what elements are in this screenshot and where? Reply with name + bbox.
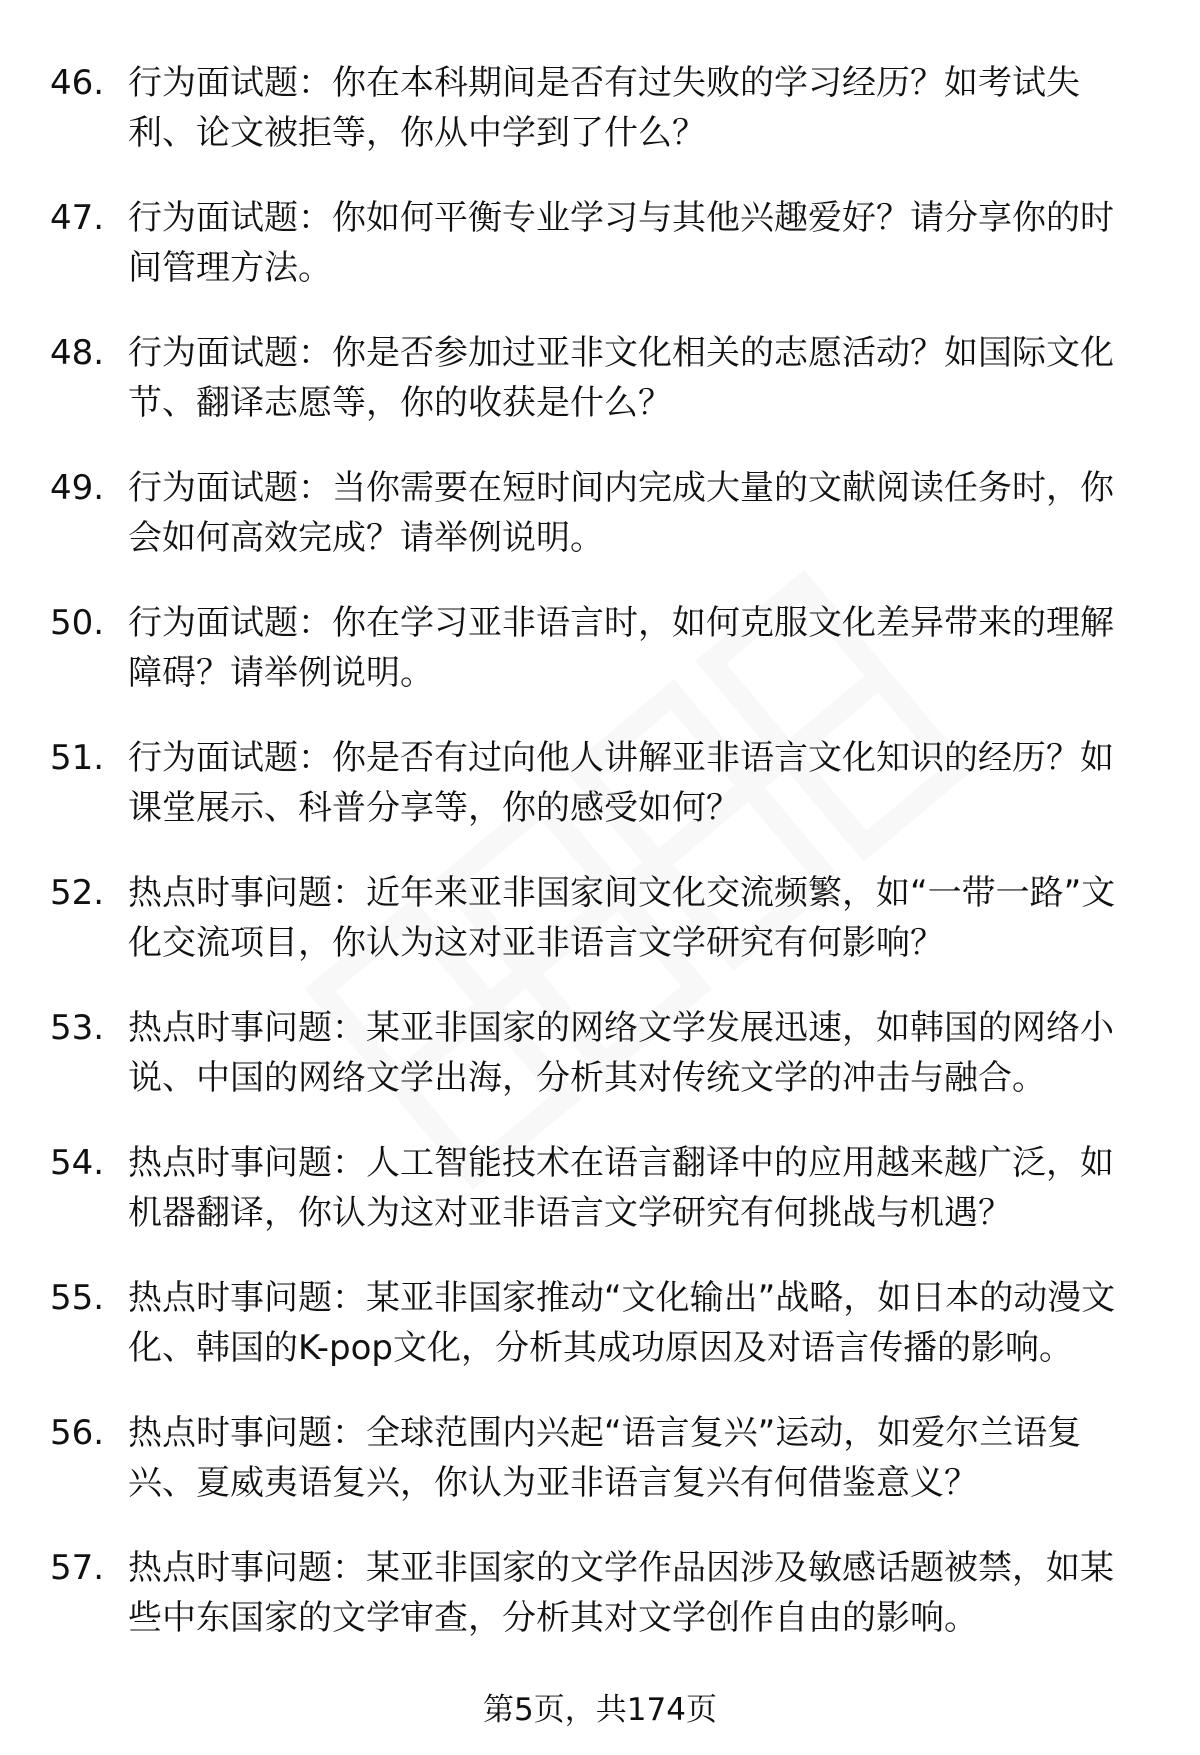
question-item bbox=[50, 1543, 1140, 1643]
question-number: 50. bbox=[50, 603, 105, 643]
question-text: 行为面试题：你是否有过向他人讲解亚非语言文化知识的经历？如课堂展示、科普分享等，你的感受如何？ bbox=[128, 738, 1114, 828]
question-text: 行为面试题：你如何平衡专业学习与其他兴趣爱好？请分享你的时间管理方法。 bbox=[128, 198, 1114, 288]
question-item bbox=[50, 733, 1140, 833]
question-item bbox=[50, 598, 1140, 698]
question-number: 56. bbox=[50, 1413, 105, 1453]
question-number: 53. bbox=[50, 1008, 105, 1048]
question-number: 49. bbox=[50, 468, 105, 508]
question-number: 48. bbox=[50, 333, 105, 373]
question-item bbox=[50, 1003, 1140, 1103]
question-text: 热点时事问题：某亚非国家的文学作品因涉及敏感话题被禁，如某些中东国家的文学审查，分析其对文学创作自由的影响。 bbox=[128, 1548, 1114, 1638]
question-item bbox=[50, 328, 1140, 428]
question-text: 热点时事问题：某亚非国家推动“文化输出”战略，如日本的动漫文化、韩国的K-pop文化，分析其成功原因及对语言传播的影响。 bbox=[128, 1278, 1116, 1368]
question-text: 行为面试题：你在学习亚非语言时，如何克服文化差异带来的理解障碍？请举例说明。 bbox=[128, 603, 1114, 693]
question-text: 行为面试题：你是否参加过亚非文化相关的志愿活动？如国际文化节、翻译志愿等，你的收获是什么？ bbox=[128, 333, 1114, 423]
question-item bbox=[50, 868, 1140, 968]
question-number: 46. bbox=[50, 63, 105, 103]
question-item bbox=[50, 58, 1140, 158]
question-number: 57. bbox=[50, 1548, 105, 1588]
question-item bbox=[50, 193, 1140, 293]
question-text: 行为面试题：当你需要在短时间内完成大量的文献阅读任务时，你会如何高效完成？请举例说明。 bbox=[128, 468, 1114, 558]
question-number: 47. bbox=[50, 198, 105, 238]
question-text: 热点时事问题：人工智能技术在语言翻译中的应用越来越广泛，如机器翻译，你认为这对亚非语言文学研究有何挑战与机遇？ bbox=[128, 1143, 1114, 1233]
question-text: 热点时事问题：某亚非国家的网络文学发展迅速，如韩国的网络小说、中国的网络文学出海，分析其对传统文学的冲击与融合。 bbox=[128, 1008, 1114, 1098]
question-item bbox=[50, 1408, 1140, 1508]
question-item bbox=[50, 1273, 1140, 1373]
question-number: 51. bbox=[50, 738, 105, 778]
question-text: 热点时事问题：全球范围内兴起“语言复兴”运动，如爱尔兰语复兴、夏威夷语复兴，你认为亚非语言复兴有何借鉴意义？ bbox=[128, 1413, 1082, 1503]
page-number-label: 第5页，共174页 bbox=[483, 1692, 717, 1728]
question-number: 54. bbox=[50, 1143, 105, 1183]
question-text: 行为面试题：你在本科期间是否有过失败的学习经历？如考试失利、论文被拒等，你从中学到了什么？ bbox=[128, 63, 1080, 153]
question-list bbox=[50, 58, 1140, 1678]
question-text: 热点时事问题：近年来亚非国家间文化交流频繁，如“一带一路”文化交流项目，你认为这对亚非语言文学研究有何影响？ bbox=[128, 873, 1116, 963]
question-item bbox=[50, 463, 1140, 563]
question-number: 55. bbox=[50, 1278, 105, 1318]
page-footer bbox=[0, 1690, 1200, 1730]
question-item bbox=[50, 1138, 1140, 1238]
question-number: 52. bbox=[50, 873, 105, 913]
